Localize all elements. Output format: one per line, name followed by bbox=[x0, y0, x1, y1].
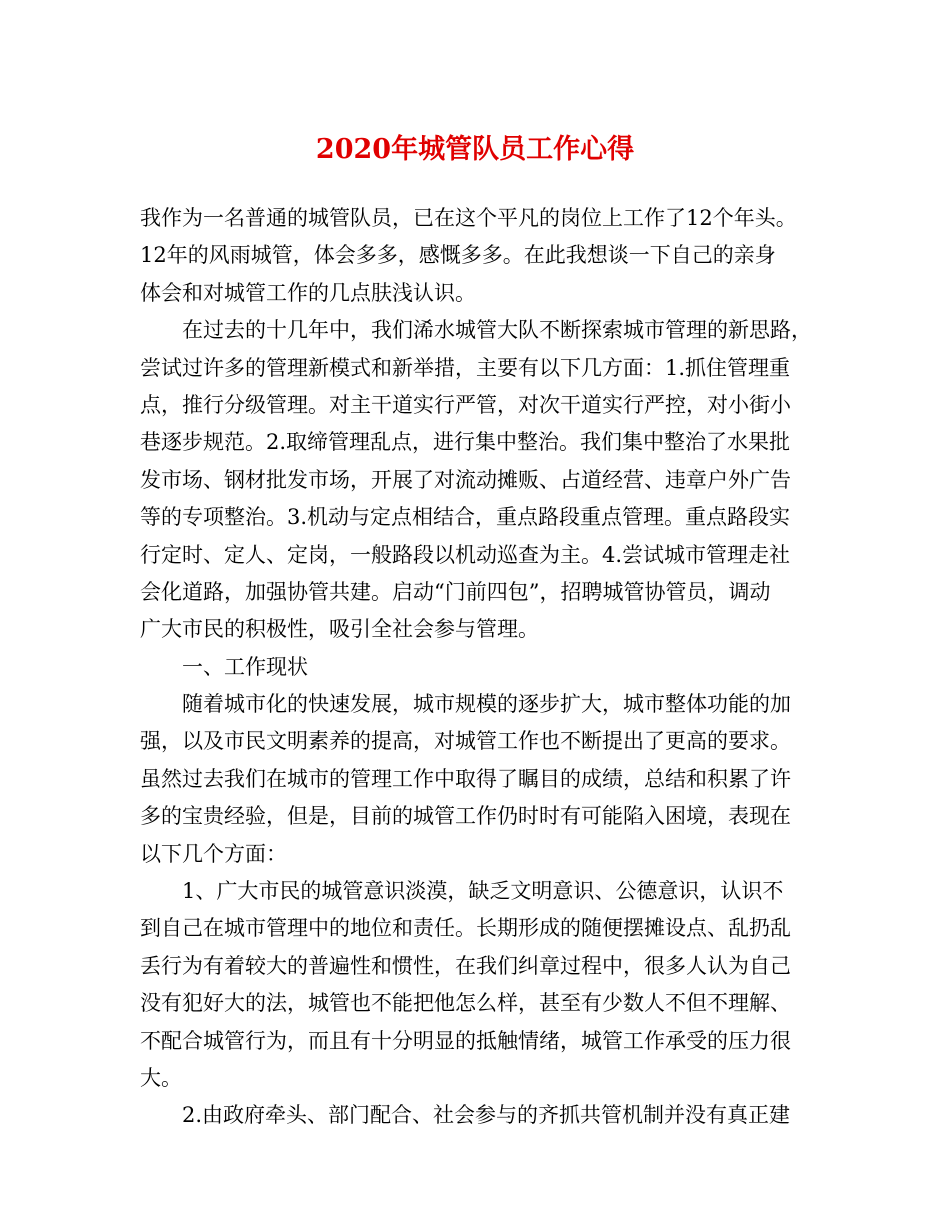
text-line: 虽然过去我们在城市的管理工作中取得了瞩目的成绩，总结和积累了许 bbox=[140, 766, 791, 791]
text-line: 不配合城管行为，而且有十分明显的抵触情绪，城管工作承受的压力很 bbox=[140, 1028, 791, 1053]
document-body bbox=[140, 200, 820, 1135]
text-line: 多的宝贵经验，但是，目前的城管工作仍时时有可能陷入困境，表现在 bbox=[140, 804, 791, 829]
text-line: 一、工作现状 bbox=[182, 654, 308, 679]
text-line: 等的专项整治。3.机动与定点相结合，重点路段重点管理。重点路段实 bbox=[140, 505, 791, 530]
text-line: 发市场、钢材批发市场，开展了对流动摊贩、占道经营、违章户外广告 bbox=[140, 467, 791, 492]
document-title: 2020年城管队员工作心得 bbox=[315, 134, 635, 165]
text-line: 12年的风雨城管，体会多多，感慨多多。在此我想谈一下自己的亲身 bbox=[140, 243, 776, 268]
text-line: 在过去的十几年中，我们浠水城管大队不断探索城市管理的新思路， bbox=[182, 318, 812, 343]
text-line: 行定时、定人、定岗，一般路段以机动巡查为主。4.尝试城市管理走社 bbox=[140, 542, 791, 567]
text-line: 我作为一名普通的城管队员，已在这个平凡的岗位上工作了12个年头。 bbox=[140, 206, 797, 230]
text-line: 没有犯好大的法，城管也不能把他怎么样，甚至有少数人不但不理解、 bbox=[140, 991, 791, 1016]
text-line: 大。 bbox=[140, 1065, 182, 1090]
text-line: 巷逐步规范。2.取缔管理乱点，进行集中整治。我们集中整治了水果批 bbox=[140, 430, 791, 455]
text-line: 广大市民的积极性，吸引全社会参与管理。 bbox=[140, 617, 539, 642]
text-line: 1、广大市民的城管意识淡漠，缺乏文明意识、公德意识，认识不 bbox=[182, 879, 784, 904]
text-line: 2.由政府牵头、部门配合、社会参与的齐抓共管机制并没有真正建 bbox=[182, 1103, 791, 1128]
text-line: 点，推行分级管理。对主干道实行严管，对次干道实行严控，对小街小 bbox=[140, 392, 791, 417]
text-line: 尝试过许多的管理新模式和新举措，主要有以下几方面：1.抓住管理重 bbox=[140, 355, 791, 380]
text-line: 随着城市化的快速发展，城市规模的逐步扩大，城市整体功能的加 bbox=[182, 692, 791, 717]
text-line: 会化道路，加强协管共建。启动“门前四包”，招聘城管协管员，调动 bbox=[140, 579, 771, 604]
text-line: 到自己在城市管理中的地位和责任。长期形成的随便摆摊设点、乱扔乱 bbox=[140, 916, 791, 941]
text-line: 以下几个方面： bbox=[140, 841, 287, 866]
text-line: 强，以及市民文明素养的提高，对城管工作也不断提出了更高的要求。 bbox=[140, 729, 791, 754]
text-line: 体会和对城管工作的几点肤浅认识。 bbox=[140, 280, 476, 305]
text-line: 丢行为有着较大的普遍性和惯性，在我们纠章过程中，很多人认为自己 bbox=[140, 953, 791, 978]
